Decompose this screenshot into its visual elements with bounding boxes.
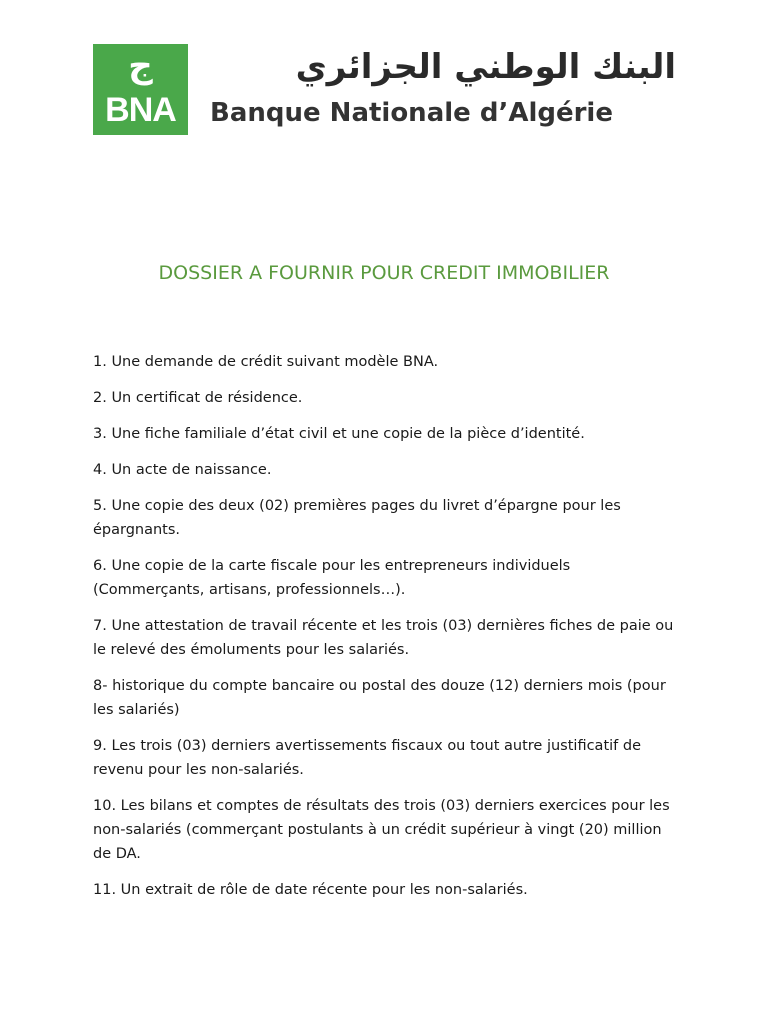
required-documents-list (93, 350, 678, 914)
bank-name-arabic: البنك الوطني الجزائري (295, 47, 676, 87)
page-header (93, 44, 683, 136)
list-item: 9. Les trois (03) derniers avertissements fiscaux ou tout autre justificatif de revenu pour les non-salariés. (93, 738, 641, 778)
bank-name-french: Banque Nationale d’Algérie (210, 98, 613, 128)
bna-logo (93, 44, 188, 135)
list-item: 10. Les bilans et comptes de résultats des trois (03) derniers exercices pour les non-salariés (commerçant postulants à un crédit supérieur à vingt (20) million de DA. (93, 798, 670, 862)
list-item: 5. Une copie des deux (02) premières pages du livret d’épargne pour les épargnants. (93, 498, 621, 538)
logo-text: BNA (105, 91, 176, 129)
list-item: 6. Une copie de la carte fiscale pour les entrepreneurs individuels (Commerçants, artisans, professionnels…). (93, 558, 571, 598)
list-item: 8- historique du compte bancaire ou postal des douze (12) derniers mois (pour les salariés) (93, 678, 666, 718)
list-item: 1. Une demande de crédit suivant modèle BNA. (93, 354, 439, 370)
list-item: 4. Un acte de naissance. (93, 462, 272, 478)
list-item: 2. Un certificat de résidence. (93, 390, 303, 406)
logo-emblem: ج (128, 46, 153, 86)
list-item: 11. Un extrait de rôle de date récente pour les non-salariés. (93, 882, 528, 898)
document-title: DOSSIER A FOURNIR POUR CREDIT IMMOBILIER (158, 262, 610, 284)
list-item: 3. Une fiche familiale d’état civil et une copie de la pièce d’identité. (93, 426, 585, 442)
list-item: 7. Une attestation de travail récente et les trois (03) dernières fiches de paie ou le relevé des émoluments pour les salariés. (93, 618, 674, 658)
